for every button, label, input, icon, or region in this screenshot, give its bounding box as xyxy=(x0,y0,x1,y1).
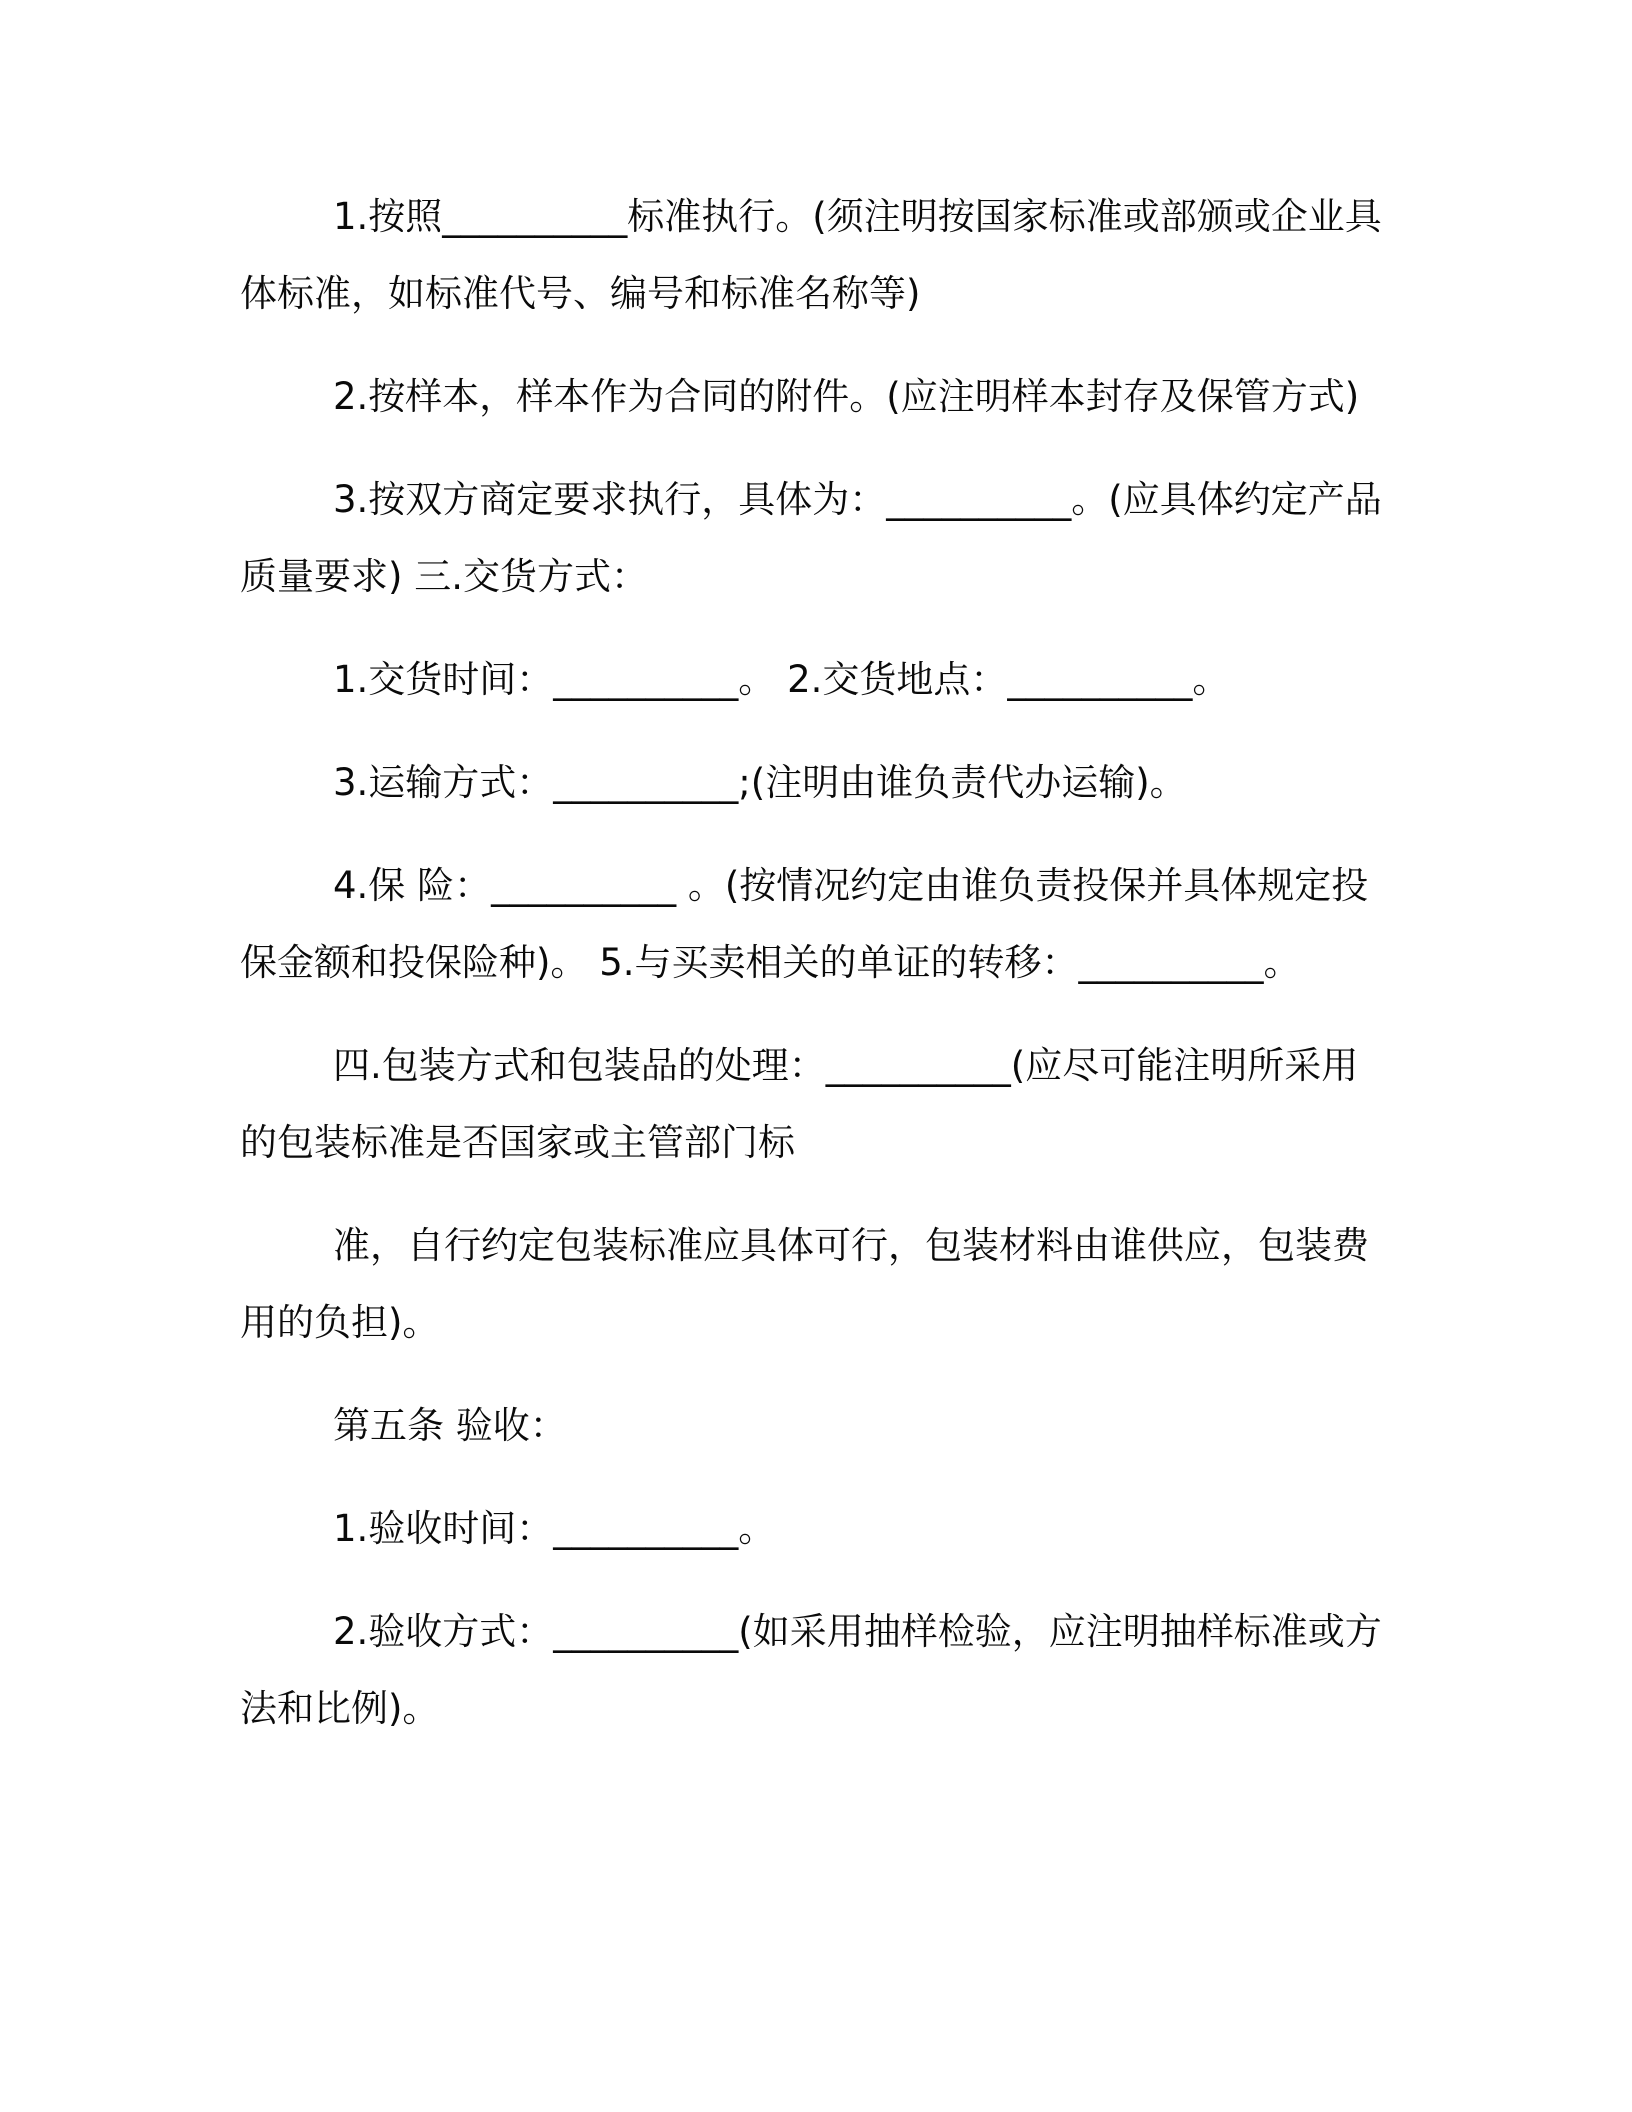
paragraph-sample xyxy=(240,358,1632,435)
paragraph-delivery-time-place xyxy=(240,641,1632,718)
paragraph-line: 1.验收时间：__________。 xyxy=(333,1507,776,1550)
paragraph-line: 四.包装方式和包装品的处理：__________(应尽可能注明所采用 xyxy=(333,1044,1359,1087)
paragraph-acceptance-method xyxy=(240,1593,1632,1747)
paragraph-line: 体标准，如标准代号、编号和标准名称等) xyxy=(240,272,921,315)
paragraph-acceptance-time xyxy=(240,1490,1632,1567)
paragraph-packaging xyxy=(240,1027,1632,1181)
paragraph-line: 保金额和投保险种)。 5.与买卖相关的单证的转移：__________。 xyxy=(240,941,1301,984)
paragraph-line: 1.交货时间：__________。 2.交货地点：__________。 xyxy=(333,658,1230,701)
paragraph-line: 准，自行约定包装标准应具体可行，包装材料由谁供应，包装费 xyxy=(333,1224,1369,1267)
paragraph-packaging-continued xyxy=(240,1207,1632,1361)
paragraph-line: 的包装标准是否国家或主管部门标 xyxy=(240,1121,795,1164)
paragraph-line: 法和比例)。 xyxy=(240,1687,440,1730)
paragraph-line: 4.保 险：__________ 。(按情况约定由谁负责投保并具体规定投 xyxy=(333,864,1369,907)
paragraph-transport xyxy=(240,744,1632,821)
paragraph-line: 用的负担)。 xyxy=(240,1301,440,1344)
paragraph-line: 2.验收方式：__________(如采用抽样检验，应注明抽样标准或方 xyxy=(333,1610,1382,1653)
paragraph-line: 2.按样本，样本作为合同的附件。(应注明样本封存及保管方式) xyxy=(333,375,1360,418)
paragraph-line: 质量要求) 三.交货方式： xyxy=(240,555,648,598)
paragraph-line: 第五条 验收： xyxy=(333,1404,567,1447)
paragraph-quality-standard xyxy=(240,178,1632,332)
section-heading-acceptance xyxy=(240,1387,1632,1464)
paragraph-line: 3.运输方式：__________;(注明由谁负责代办运输)。 xyxy=(333,761,1187,804)
paragraph-insurance xyxy=(240,847,1632,1001)
paragraph-line: 1.按照__________标准执行。(须注明按国家标准或部颁或企业具 xyxy=(333,195,1382,238)
paragraph-line: 3.按双方商定要求执行，具体为：__________。(应具体约定产品 xyxy=(333,478,1382,521)
paragraph-agreed-requirements xyxy=(240,461,1632,615)
